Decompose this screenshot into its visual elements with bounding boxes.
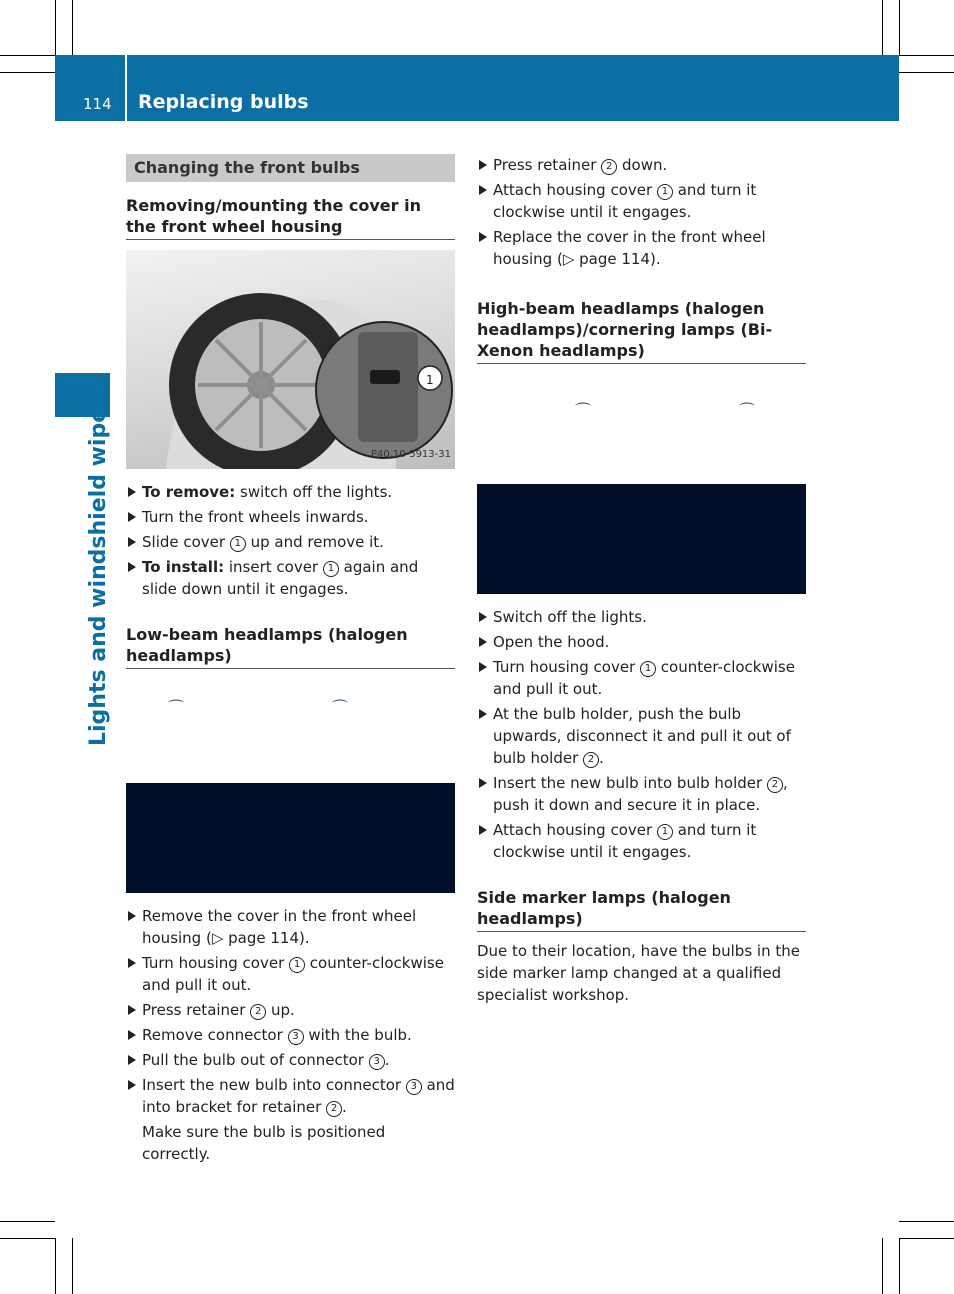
step-text: Switch off the lights. xyxy=(493,608,647,626)
crop-mark xyxy=(899,55,954,56)
step-text: . xyxy=(599,749,604,767)
lowbeam-heading: Low-beam headlamps (halogen headlamps) xyxy=(126,624,455,669)
list-item xyxy=(477,819,806,863)
list-item xyxy=(477,772,806,816)
list-item xyxy=(477,656,806,700)
lowbeam-figure-top xyxy=(126,683,455,783)
list-item xyxy=(126,905,455,949)
connector-icon: ⌒ xyxy=(739,401,756,420)
crop-mark xyxy=(899,1238,900,1294)
step-text: Insert the new bulb into bulb holder xyxy=(493,774,767,792)
left-column xyxy=(126,154,455,1165)
step-text: Press retainer xyxy=(493,156,602,174)
crop-mark xyxy=(0,72,55,73)
crop-mark xyxy=(72,0,73,55)
step-text: . xyxy=(384,1051,390,1069)
step-text: At the bulb holder, push the bulb upwards, disconnect it and pull it out of bulb holder xyxy=(493,705,791,767)
figure-label: P40.10-5913-31 xyxy=(370,449,451,460)
side-marker-text: Due to their location, have the bulbs in the side marker lamp changed at a qualified specialist workshop. xyxy=(477,942,800,1004)
chapter-label: Lights and windshield wipers xyxy=(86,383,111,746)
callout-number: 2 xyxy=(767,777,783,793)
lowbeam-note: Make sure the bulb is positioned correctly. xyxy=(142,1123,386,1163)
cover-steps xyxy=(126,481,455,600)
step-text: Pull the bulb out of connector xyxy=(142,1051,369,1069)
callout-number: 1 xyxy=(657,184,673,200)
side-marker-heading: Side marker lamps (halogen headlamps) xyxy=(477,887,806,932)
step-text: insert cover xyxy=(224,558,323,576)
crop-mark xyxy=(899,1221,954,1222)
figure-callout: 1 xyxy=(426,373,434,387)
step-text: Turn housing cover xyxy=(142,954,290,972)
step-text: counter-clockwise and pull it out. xyxy=(493,658,795,698)
list-item xyxy=(477,606,806,628)
callout-number: 1 xyxy=(640,661,656,677)
step-text: Insert the new bulb into connector xyxy=(142,1076,406,1094)
list-item xyxy=(477,179,806,223)
list-item xyxy=(477,703,806,769)
step-text: . xyxy=(342,1098,347,1116)
callout-number: 2 xyxy=(601,159,617,175)
step-text: Turn housing cover xyxy=(493,658,641,676)
list-item xyxy=(126,481,455,503)
callout-number: 2 xyxy=(326,1101,342,1117)
list-item xyxy=(126,556,455,600)
list-item xyxy=(126,999,455,1021)
step-text: Replace the cover in the front wheel housing (▷ page 114). xyxy=(493,228,766,268)
callout-number: 1 xyxy=(323,561,339,577)
step-text: Slide cover xyxy=(142,533,230,551)
page-header xyxy=(55,55,899,121)
section-title: Changing the front bulbs xyxy=(126,154,455,182)
step-text: Remove the cover in the front wheel housing (▷ page 114). xyxy=(142,907,417,947)
step-text: up and remove it. xyxy=(245,533,384,551)
highbeam-figure xyxy=(477,484,806,594)
crop-mark xyxy=(882,0,883,55)
step-text: Attach housing cover xyxy=(493,181,657,199)
step-text: Remove connector xyxy=(142,1026,288,1044)
step-text: and turn it clockwise until it engages. xyxy=(493,821,757,861)
connector-icon: ⌒ xyxy=(332,698,349,717)
list-item xyxy=(477,631,806,653)
callout-number: 2 xyxy=(250,1004,266,1020)
step-text: with the bulb. xyxy=(303,1026,412,1044)
connector-icon: ⌒ xyxy=(168,698,185,717)
wheel-housing-figure xyxy=(126,250,455,469)
list-item xyxy=(477,154,806,176)
highbeam-heading: High-beam headlamps (halogen headlamps)/cornering lamps (Bi-Xenon headlamps) xyxy=(477,298,806,364)
step-text: up. xyxy=(266,1001,295,1019)
crop-mark xyxy=(55,1238,56,1294)
lowbeam-steps-continued xyxy=(477,154,806,270)
crop-mark xyxy=(55,0,56,55)
list-item xyxy=(126,531,455,553)
crop-mark xyxy=(0,55,55,56)
step-text: switch off the lights. xyxy=(235,483,393,501)
step-keyword: To install: xyxy=(142,558,225,576)
list-item xyxy=(477,226,806,270)
list-item xyxy=(126,1024,455,1046)
highbeam-figure-top xyxy=(477,378,806,484)
callout-number: 3 xyxy=(406,1079,422,1095)
page-title: Replacing bulbs xyxy=(138,91,309,113)
lowbeam-steps xyxy=(126,905,455,1118)
highbeam-steps xyxy=(477,606,806,863)
callout-number: 1 xyxy=(289,957,305,973)
page-number: 114 xyxy=(83,95,112,113)
lowbeam-figure xyxy=(126,783,455,893)
callout-number: 3 xyxy=(288,1029,304,1045)
header-divider xyxy=(125,55,127,121)
crop-mark xyxy=(899,0,900,55)
callout-number: 2 xyxy=(583,752,599,768)
step-keyword: To remove: xyxy=(142,483,236,501)
list-item xyxy=(126,506,455,528)
wheel-illustration xyxy=(126,250,455,469)
crop-mark xyxy=(899,72,954,73)
step-text: Open the hood. xyxy=(493,633,610,651)
connector-icon: ⌒ xyxy=(575,401,592,420)
step-text: and into bracket for retainer xyxy=(142,1076,455,1116)
step-text: and turn it clockwise until it engages. xyxy=(493,181,757,221)
step-text: down. xyxy=(617,156,668,174)
right-column xyxy=(477,154,806,1006)
crop-mark xyxy=(882,1238,883,1294)
step-text: Attach housing cover xyxy=(493,821,657,839)
crop-mark xyxy=(72,1238,73,1294)
crop-mark xyxy=(0,1221,55,1222)
step-text: counter-clockwise and pull it out. xyxy=(142,954,444,994)
crop-mark xyxy=(0,1238,55,1239)
crop-mark xyxy=(899,1238,954,1239)
step-text: again and slide down until it engages. xyxy=(142,558,419,598)
step-text: Press retainer xyxy=(142,1001,251,1019)
callout-number: 3 xyxy=(369,1054,385,1070)
step-text: Turn the front wheels inwards. xyxy=(142,508,369,526)
callout-number: 1 xyxy=(657,824,673,840)
list-item xyxy=(126,1074,455,1118)
cover-heading: Removing/mounting the cover in the front wheel housing xyxy=(126,195,455,240)
step-text: , push it down and secure it in place. xyxy=(493,774,788,814)
callout-number: 1 xyxy=(230,536,246,552)
list-item xyxy=(126,952,455,996)
list-item xyxy=(126,1049,455,1071)
